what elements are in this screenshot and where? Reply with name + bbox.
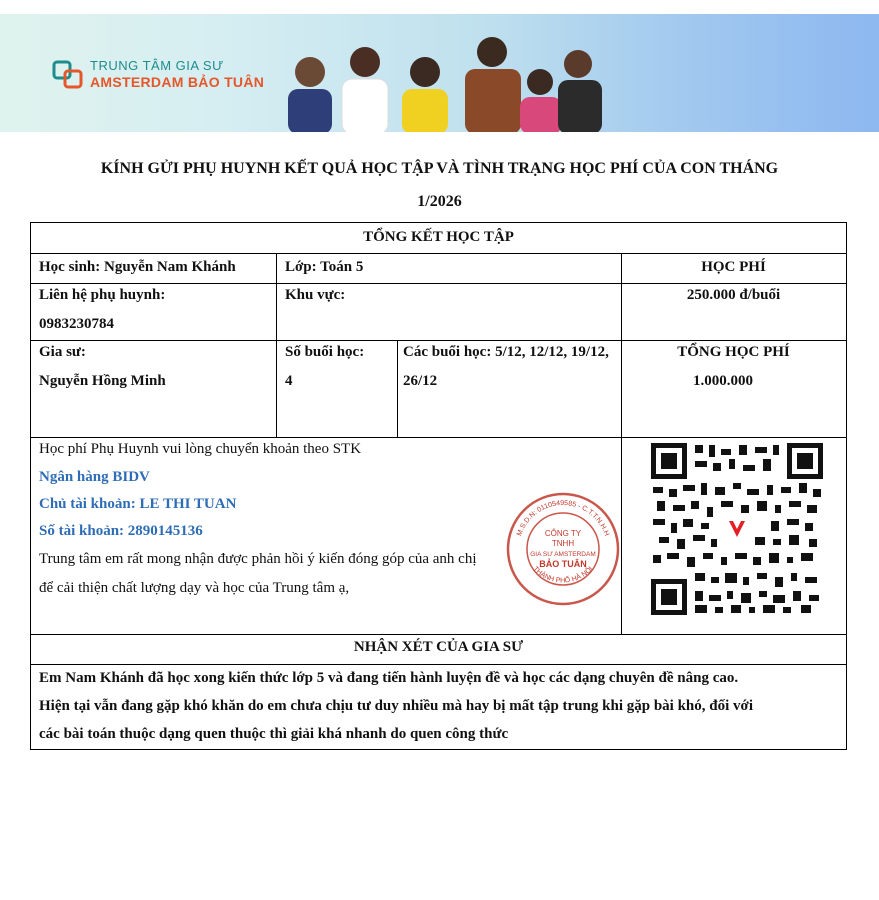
sessions-count: 4 — [285, 373, 293, 389]
brand-line-1: TRUNG TÂM GIA SƯ — [90, 58, 224, 73]
svg-text:BẢO TUÂN: BẢO TUÂN — [539, 559, 587, 569]
comment-line-2: Hiện tại vẫn đang gặp khó khăn do em chưa chịu tư duy nhiều mà hay bị mất tập trung khi gặp bài khó, đối với — [39, 698, 754, 714]
page-title-line-1: KÍNH GỬI PHỤ HUYNH KẾT QUẢ HỌC TẬP VÀ TÌNH TRẠNG HỌC PHÍ CỦA CON THÁNG — [100, 160, 779, 177]
company-seal-stamp — [505, 491, 621, 607]
account-holder: Chủ tài khoản: LE THI TUAN — [39, 496, 237, 512]
fee-header: HỌC PHÍ — [701, 259, 766, 275]
brand-line-2: AMSTERDAM BẢO TUÂN — [90, 74, 265, 90]
sessions-label: Số buổi học: — [285, 344, 365, 360]
feedback-line-1: Trung tâm em rất mong nhận được phản hồi ý kiến đóng góp của anh chị — [39, 551, 477, 567]
tutor-name: Nguyễn Hồng Minh — [39, 373, 166, 389]
linked-squares-logo-icon — [52, 60, 84, 90]
section-title-summary: TỔNG KẾT HỌC TẬP — [363, 229, 514, 245]
parent-phone: 0983230784 — [39, 316, 114, 332]
session-dates-line-1: Các buổi học: 5/12, 12/12, 19/12, — [403, 344, 609, 360]
group-photo — [270, 34, 610, 132]
parent-contact-label: Liên hệ phụ huynh: — [39, 287, 166, 303]
total-fee-header: TỔNG HỌC PHÍ — [677, 344, 790, 360]
comment-line-1: Em Nam Khánh đã học xong kiến thức lớp 5 và đang tiến hành luyện đề và học các dạng chuyên đề nâng cao. — [39, 670, 739, 686]
section-title-tutor-comments: NHẬN XÉT CỦA GIA SƯ — [353, 639, 524, 655]
class-name: Lớp: Toán 5 — [285, 259, 364, 275]
student-name: Học sinh: Nguyễn Nam Khánh — [39, 259, 236, 275]
session-dates-line-2: 26/12 — [403, 373, 438, 389]
header-banner — [0, 14, 879, 132]
total-fee-value: 1.000.000 — [693, 373, 753, 389]
tutor-label: Gia sư: — [39, 344, 86, 360]
fee-rate: 250.000 đ/buổi — [686, 287, 781, 303]
feedback-line-2: để cải thiện chất lượng dạy và học của Trung tâm ạ, — [39, 580, 350, 596]
svg-text:GIA SƯ AMSTERDAM: GIA SƯ AMSTERDAM — [530, 551, 596, 558]
bank-name: Ngân hàng BIDV — [39, 469, 150, 485]
svg-text:M.S.D.N: 0110549585 - C.T.T.N.: M.S.D.N: 0110549585 - C.T.T.N.H.H — [516, 499, 610, 537]
svg-text:CÔNG TY: CÔNG TY — [544, 529, 582, 538]
comment-line-3: các bài toán thuộc dạng quen thuộc thì giải khá nhanh do quen công thức — [39, 726, 509, 742]
account-number: Số tài khoản: 2890145136 — [39, 523, 203, 539]
payment-qr-code[interactable] — [651, 443, 823, 615]
payment-instruction: Học phí Phụ Huynh vui lòng chuyển khoản theo STK — [39, 441, 362, 457]
area-label: Khu vực: — [285, 287, 346, 303]
svg-text:TNHH: TNHH — [551, 539, 575, 548]
report-table — [30, 222, 847, 750]
svg-text:THÀNH PHỐ HÀ NỘI: THÀNH PHỐ HÀ NỘI — [531, 565, 595, 585]
page-title-line-2: 1/2026 — [417, 193, 462, 210]
